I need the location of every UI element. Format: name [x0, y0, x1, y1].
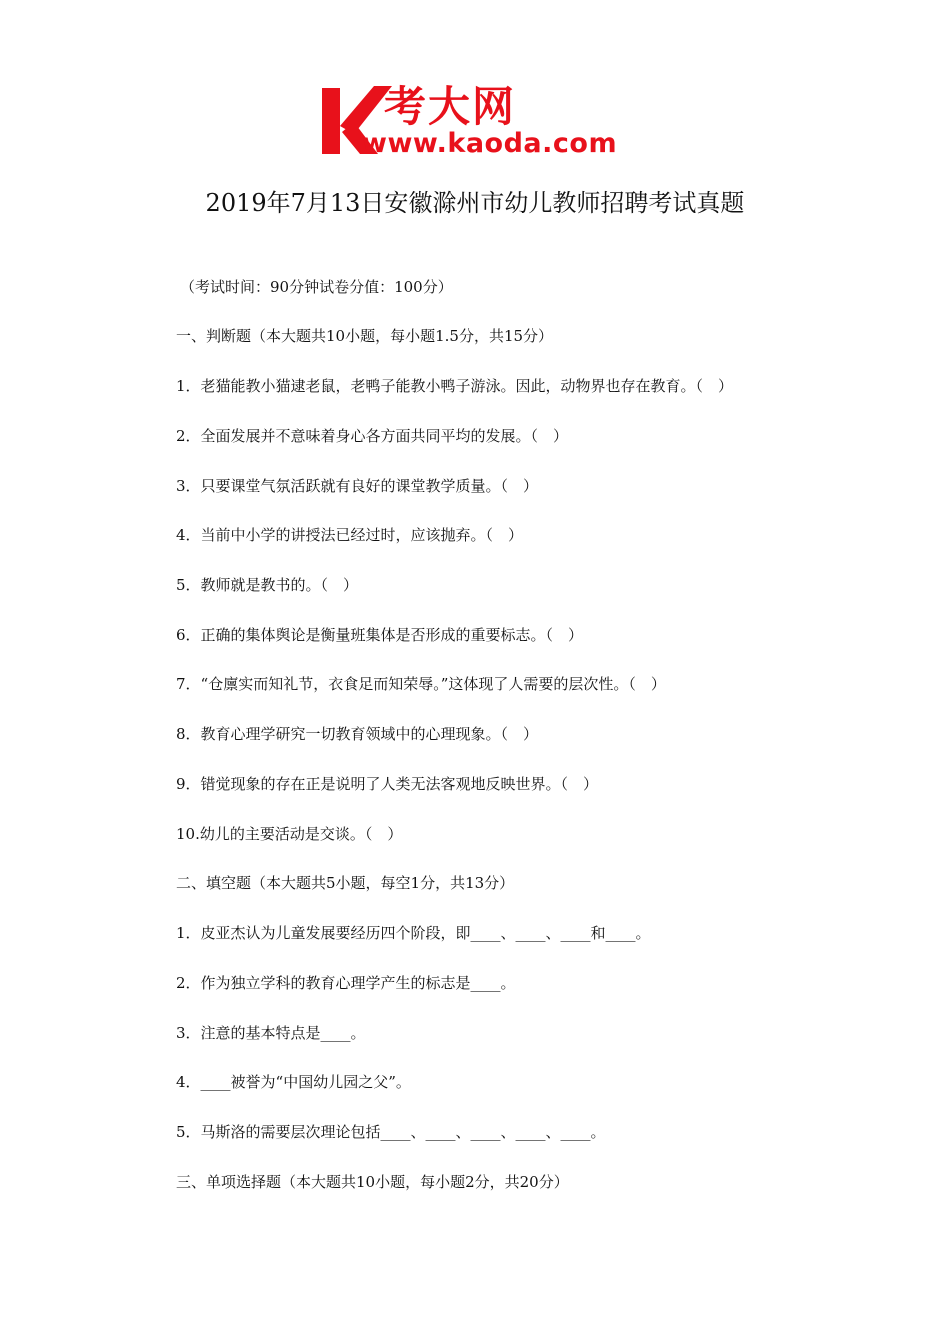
judge-question: 4．当前中小学的讲授法已经过时，应该抛弃。（ ） [176, 526, 524, 544]
judge-question: 1．老猫能教小猫逮老鼠，老鸭子能教小鸭子游泳。因此，动物界也存在教育。（ ） [176, 377, 734, 395]
exam-info: （考试时间：90分钟试卷分值：100分） [180, 278, 453, 296]
fill-question: 2．作为独立学科的教育心理学产生的标志是____。 [176, 974, 516, 992]
judge-question: 5．教师就是教书的。（ ） [176, 576, 359, 594]
fill-question: 3．注意的基本特点是____。 [176, 1024, 366, 1042]
section-heading-choice: 三、单项选择题（本大题共10小题，每小题2分，共20分） [176, 1173, 569, 1191]
logo-brand-text: 考大网 [384, 82, 517, 131]
judge-question: 9．错觉现象的存在正是说明了人类无法客观地反映世界。（ ） [176, 775, 599, 793]
fill-question: 4．____被誉为“中国幼儿园之父”。 [176, 1073, 411, 1091]
judge-question: 2．全面发展并不意味着身心各方面共同平均的发展。（ ） [176, 427, 569, 445]
logo-url-text: www.kaoda.com [362, 128, 618, 159]
judge-question: 7．“仓廪实而知礼节，衣食足而知荣辱。”这体现了人需要的层次性。（ ） [176, 675, 666, 693]
document-title: 2019年7月13日安徽滁州市幼儿教师招聘考试真题 [205, 189, 745, 217]
fill-question: 5．马斯洛的需要层次理论包括____、____、____、____、____。 [176, 1123, 606, 1141]
section-heading-judge: 一、判断题（本大题共10小题，每小题1.5分，共15分） [176, 327, 554, 345]
section-heading-fill: 二、填空题（本大题共5小题，每空1分，共13分） [176, 874, 515, 892]
judge-question: 3．只要课堂气氛活跃就有良好的课堂教学质量。（ ） [176, 477, 539, 495]
judge-question: 8．教育心理学研究一切教育领域中的心理现象。（ ） [176, 725, 539, 743]
judge-question: 10.幼儿的主要活动是交谈。（ ） [176, 825, 403, 843]
kaoda-logo [318, 80, 638, 160]
fill-question: 1．皮亚杰认为儿童发展要经历四个阶段，即____、____、____和____。 [176, 924, 651, 942]
judge-question: 6．正确的集体舆论是衡量班集体是否形成的重要标志。（ ） [176, 626, 584, 644]
